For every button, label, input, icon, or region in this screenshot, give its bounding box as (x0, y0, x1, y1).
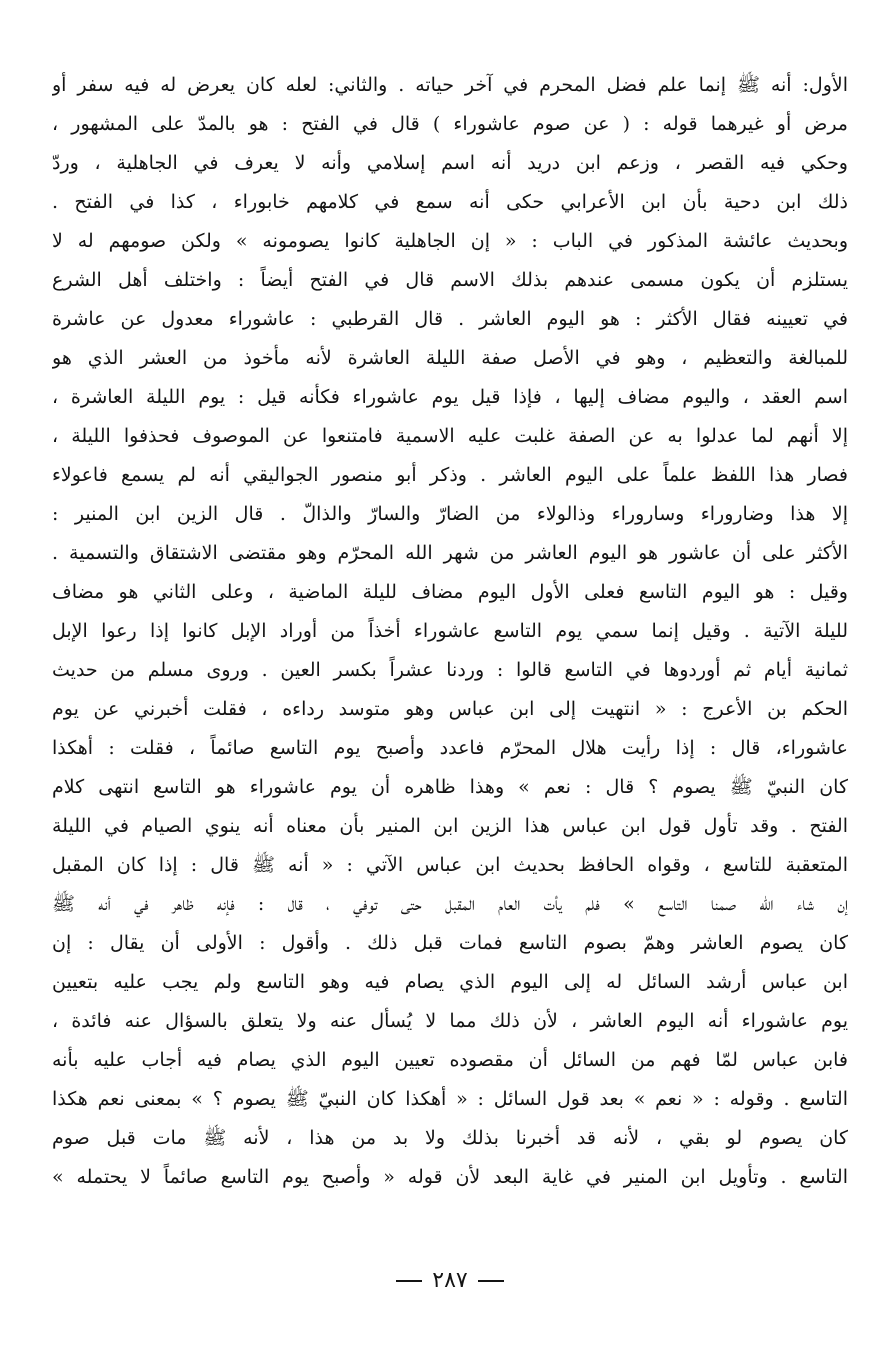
text-line-4: ذلك ابن دحية بأن ابن الأعرابي حكى أنه سمع في كلامهم خابوراء ، كذا في الفتح . (52, 191, 848, 213)
text-line-9: اسم العقد ، واليوم مضاف إليها ، فإذا قيل يوم عاشوراء فكأنه قيل : يوم الليلة العاشرة ، (52, 386, 848, 408)
text-line-19: كان النبيّ ﷺ يصوم ؟ قال : نعم » وهذا ظاهره أن يوم عاشوراء هو التاسع انتهى كلام (52, 776, 848, 798)
text-line-1: الأول: أنه ﷺ إنما علم فضل المحرم في آخر حياته . والثاني: لعله كان يعرض له فيه سفر أو (52, 74, 848, 96)
text-line-24: ابن عباس أرشد السائل له إلى اليوم الذي يصام فيه وهو التاسع ولم يجب عليه بتعيين (52, 971, 848, 993)
text-line-25: يوم عاشوراء أنه اليوم العاشر ، لأن ذلك مما لا يُسأل عنه ولا يتعلق بالسؤال عنه فائدة ، (52, 1010, 848, 1032)
text-line-8: للمبالغة والتعظيم ، وهو في الأصل صفة الليلة العاشرة لأنه مأخوذ من العشر الذي هو (52, 347, 848, 369)
text-line-5: وبحديث عائشة المذكور في الباب : « إن الجاهلية كانوا يصومونه » ولكن صومهم له لا (52, 230, 848, 252)
text-line-14: وقيل : هو اليوم التاسع فعلى الأول اليوم مضاف لليلة الماضية ، وعلى الثاني هو مضاف (52, 581, 848, 603)
text-line-10: إلا أنهم لما عدلوا به عن الصفة غلبت عليه الاسمية فامتنعوا عن الموصوف فحذفوا الليلة ، (52, 425, 848, 447)
text-line-16: ثمانية أيام ثم أوردوها في التاسع قالوا : وردنا عشراً بكسر العين . وروى مسلم من حديث (52, 659, 848, 681)
text-line-7: في تعيينه فقال الأكثر : هو اليوم العاشر . قال القرطبي : عاشوراء معدول عن عاشرة (52, 308, 848, 330)
text-line-12: إلا هذا وضاروراء وساروراء وذالولاء من الضارّ والسارّ والذالّ . قال الزين ابن المنير : (52, 503, 848, 525)
page-number (52, 1268, 848, 1293)
text-line-23: كان يصوم العاشر وهمّ بصوم التاسع فمات قبل ذلك . وأقول : الأولى أن يقال : إن (52, 932, 848, 954)
text-line-20: الفتح . وقد تأول قول ابن عباس هذا الزين ابن المنير بأن معناه أنه ينوي الصيام في الليلة (52, 815, 848, 837)
page-number-value: ٢٨٧ (432, 1268, 468, 1293)
page-body (52, 66, 848, 1356)
main-text (52, 66, 848, 1197)
text-line-27: التاسع . وقوله : « نعم » بعد قول السائل : « أهكذا كان النبيّ ﷺ يصوم ؟ » بمعنى نعم هكذا (52, 1088, 848, 1110)
text-line-29: التاسع . وتأويل ابن المنير في غاية البعد لأن قوله « وأصبح يوم التاسع صائماً لا يحتمله » (52, 1166, 848, 1188)
text-line-15: لليلة الآتية . وقيل إنما سمي يوم التاسع عاشوراء أخذاً من أوراد الإبل كانوا إذا رعوا الإبل (52, 620, 848, 642)
text-line-17: الحكم بن الأعرج : « انتهيت إلى ابن عباس وهو متوسد رداءه ، فقلت أخبرني عن يوم (52, 698, 848, 720)
text-line-18: عاشوراء، قال : إذا رأيت هلال المحرّم فاعدد وأصبح يوم التاسع صائماً ، فقلت : أهكذا (52, 737, 848, 759)
text-line-2: مرض أو غيرهما قوله : ( عن صوم عاشوراء ) قال في الفتح : هو بالمدّ على المشهور ، (52, 113, 848, 135)
right-dash (478, 1280, 504, 1282)
text-line-21: المتعقبة للتاسع ، وقواه الحافظ بحديث ابن عباس الآتي : « أنه ﷺ قال : إذا كان المقبل (52, 854, 848, 876)
text-line-26: فابن عباس لمّا فهم من السائل أن مقصوده تعيين اليوم الذي يصام فيه أجاب عليه بأنه (52, 1049, 848, 1071)
text-line-13: الأكثر على أن عاشور هو اليوم العاشر من شهر الله المحرّم وهو مقتضى الاشتقاق والتسمية . (52, 542, 848, 564)
text-line-22: إن شاء الله صمنا التاسع » فلم يأت العام المقبل حتى توفي ، قال : فإنه ظاهر في أنه ﷺ (52, 893, 848, 915)
text-line-6: يستلزم أن يكون مسمى عندهم بذلك الاسم قال في الفتح أيضاً : واختلف أهل الشرع (52, 269, 848, 291)
text-line-3: وحكي فيه القصر ، وزعم ابن دريد أنه اسم إسلامي وأنه لا يعرف في الجاهلية ، وردّ (52, 152, 848, 174)
text-line-28: كان يصوم لو بقي ، لأنه قد أخبرنا بذلك ولا بد من هذا ، لأنه ﷺ مات قبل صوم (52, 1127, 848, 1149)
text-line-11: فصار هذا اللفظ علماً على اليوم العاشر . وذكر أبو منصور الجواليقي أنه لم يسمع فاعولاء (52, 464, 848, 486)
left-dash (396, 1280, 422, 1282)
